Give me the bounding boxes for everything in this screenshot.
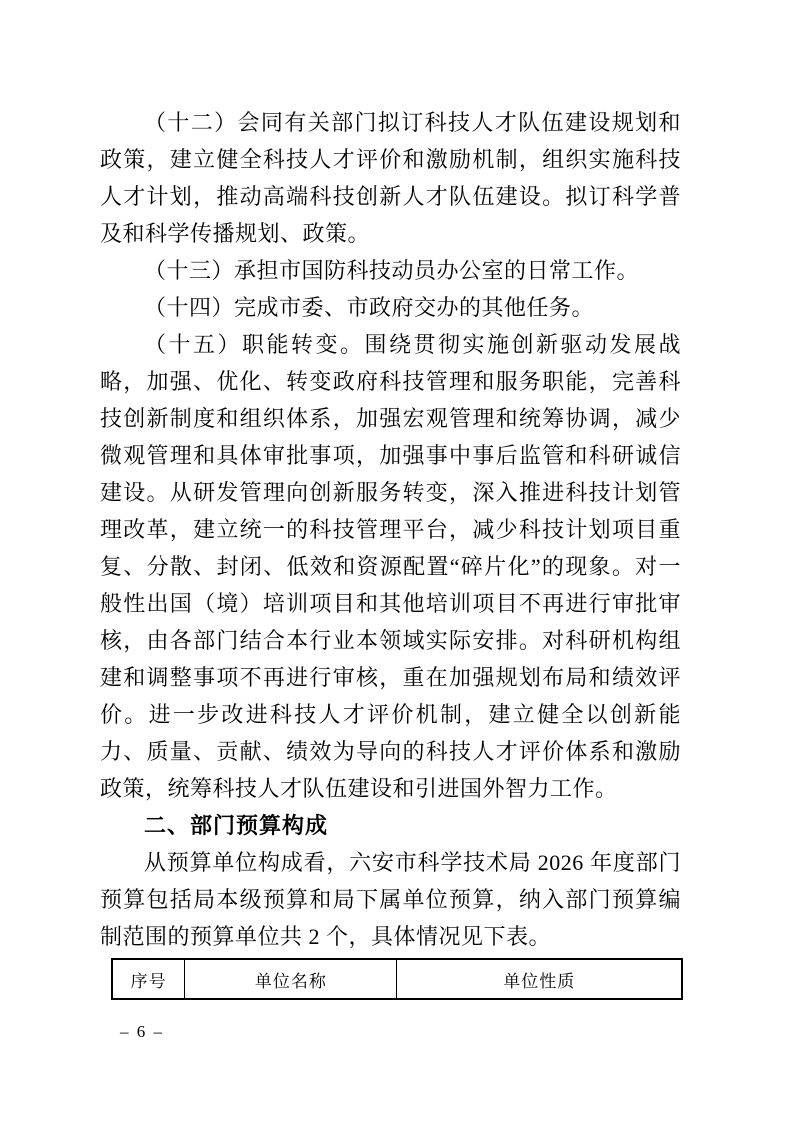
table-header-unit-nature: 单位性质 (397, 959, 682, 999)
page-number: – 6 – (120, 1022, 164, 1041)
table-header-row (112, 959, 682, 999)
paragraph-duty-15: （十五）职能转变。围绕贯彻实施创新驱动发展战略，加强、优化、转变政府科技管理和服务职能，完善科技创新制度和组织体系，加强宏观管理和统筹协调，减少微观管理和具体审批事项，加强事中事后监管和科研诚信建设。从研发管理向创新服务转变，深入推进科技计划管理改革，建立统一的科技管理平台，减少科技计划项目重复、分散、封闭、低效和资源配置“碎片化”的现象。对一般性出国（境）培训项目和其他培训项目不再进行审批审核，由各部门结合本行业本领域实际安排。对科研机构组建和调整事项不再进行审核，重在加强规划布局和绩效评价。进一步改进科技人才评价机制，建立健全以创新能力、质量、贡献、绩效为导向的科技人才评价体系和激励政策，统筹科技人才队伍建设和引进国外智力工作。 (100, 332, 681, 801)
section-heading-budget-composition: 二、部门预算构成 (144, 813, 329, 838)
table-header-serial-number: 序号 (112, 959, 185, 999)
paragraph-budget-intro: 从预算单位构成看，六安市科学技术局 2026 年度部门预算包括局本级预算和局下属单位预算，纳入部门预算编制范围的预算单位共 2 个，具体情况见下表。 (100, 850, 681, 949)
budget-units-table-head (112, 959, 682, 999)
paragraph-duty-14: （十四）完成市委、市政府交办的其他任务。 (144, 295, 595, 320)
table-header-unit-name: 单位名称 (185, 959, 397, 999)
budget-units-table (111, 958, 683, 1000)
paragraph-duty-13: （十三）承担市国防科技动员办公室的日常工作。 (144, 258, 640, 283)
paragraph-duty-12: （十二）会同有关部门拟订科技人才队伍建设规划和政策，建立健全科技人才评价和激励机制，组织实施科技人才计划，推动高端科技创新人才队伍建设。拟订科学普及和科学传播规划、政策。 (100, 110, 681, 246)
document-body (100, 104, 681, 1042)
